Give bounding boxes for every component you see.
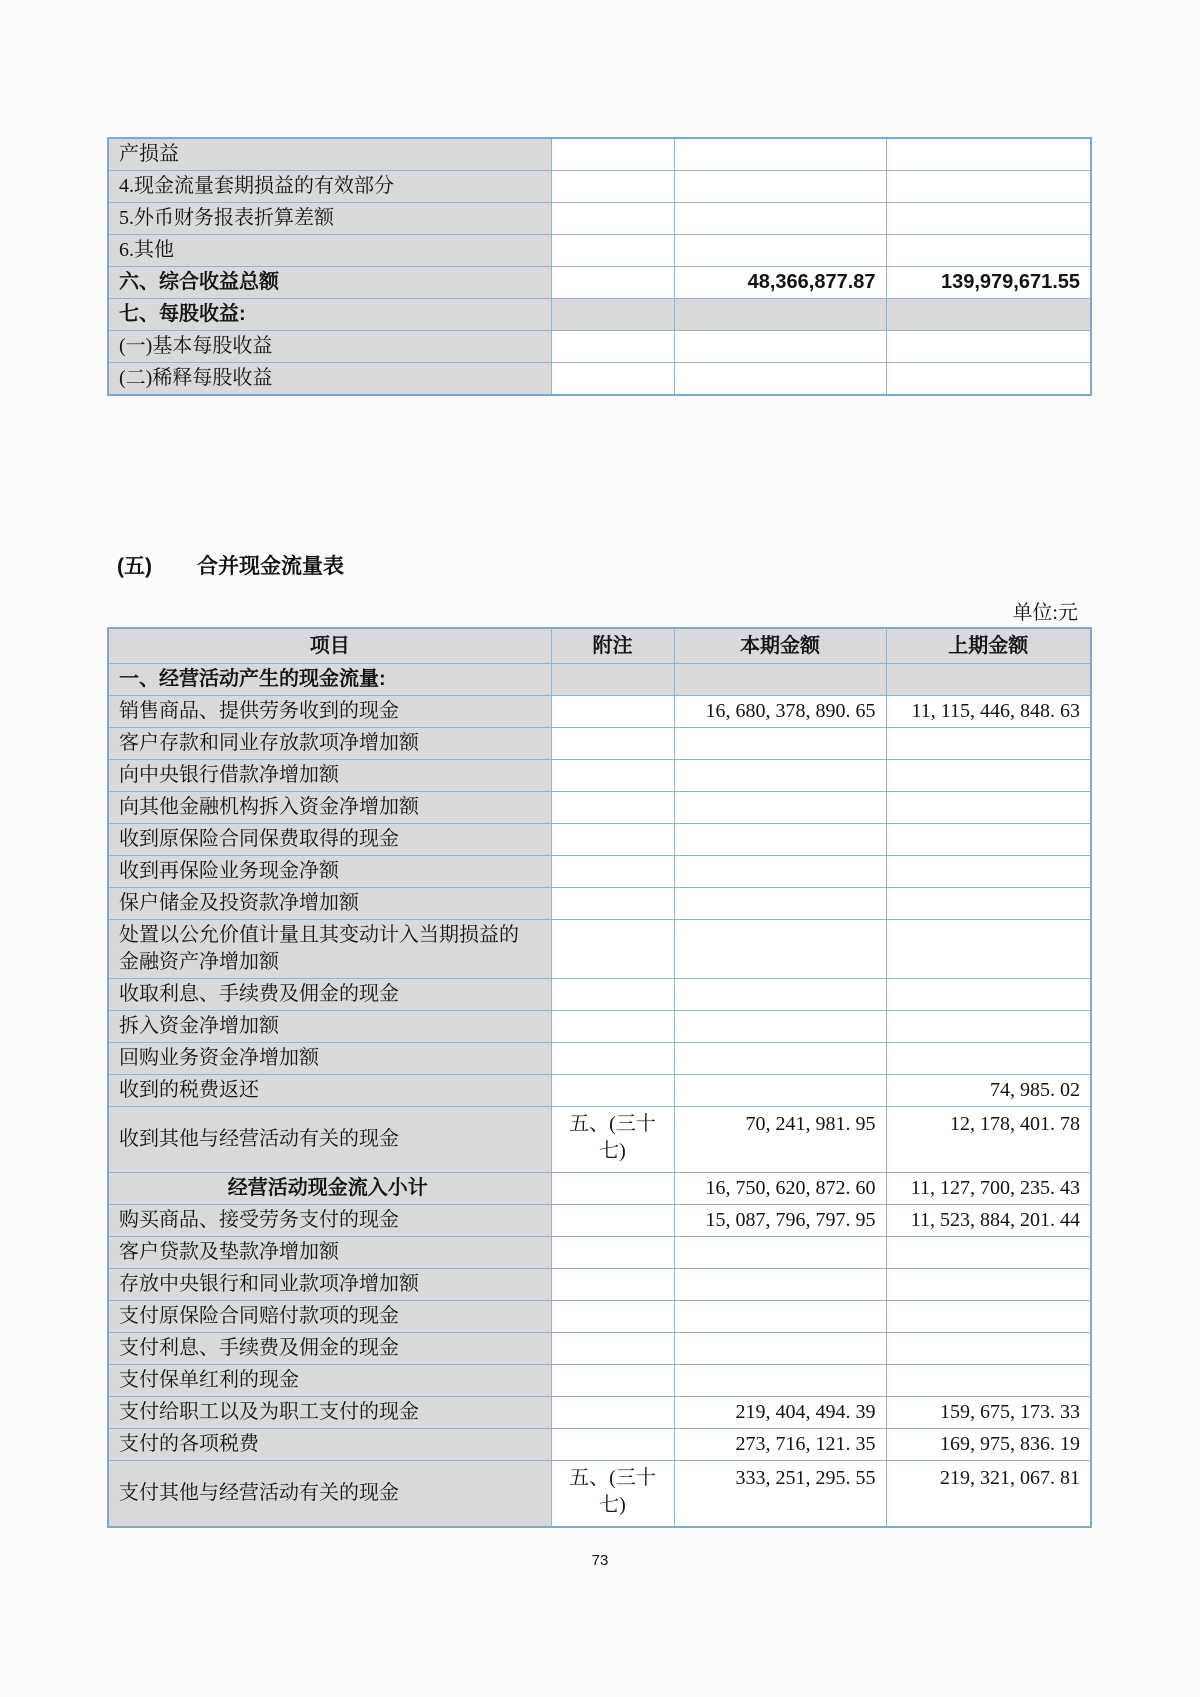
note-cell bbox=[551, 1075, 674, 1107]
note-cell bbox=[551, 235, 674, 267]
table-row bbox=[108, 1237, 1091, 1269]
current-amount-cell: 219, 404, 494. 39 bbox=[674, 1397, 886, 1429]
item-cell: 收取利息、手续费及佣金的现金 bbox=[108, 979, 551, 1011]
item-cell: 向其他金融机构拆入资金净增加额 bbox=[108, 792, 551, 824]
current-amount-cell bbox=[674, 664, 886, 696]
table-row bbox=[108, 664, 1091, 696]
current-amount-cell bbox=[674, 824, 886, 856]
item-cell: 六、综合收益总额 bbox=[108, 267, 551, 299]
page-number: 73 bbox=[591, 1552, 609, 1569]
note-cell bbox=[551, 331, 674, 363]
prior-amount-cell bbox=[886, 331, 1091, 363]
note-cell bbox=[551, 760, 674, 792]
note-cell bbox=[551, 664, 674, 696]
item-cell: (一)基本每股收益 bbox=[108, 331, 551, 363]
table-row bbox=[108, 1011, 1091, 1043]
header-item: 项目 bbox=[108, 628, 551, 664]
current-amount-cell bbox=[674, 299, 886, 331]
cashflow-table-body bbox=[108, 664, 1091, 1527]
table-row bbox=[108, 1397, 1091, 1429]
item-cell: 处置以公允价值计量且其变动计入当期损益的金融资产净增加额 bbox=[108, 920, 551, 979]
cashflow-table bbox=[107, 627, 1092, 1528]
item-cell: 购买商品、接受劳务支付的现金 bbox=[108, 1205, 551, 1237]
note-cell bbox=[551, 299, 674, 331]
item-cell: 七、每股收益: bbox=[108, 299, 551, 331]
current-amount-cell: 70, 241, 981. 95 bbox=[674, 1107, 886, 1173]
table-row bbox=[108, 1075, 1091, 1107]
table-row bbox=[108, 1269, 1091, 1301]
current-amount-cell bbox=[674, 979, 886, 1011]
table-row bbox=[108, 1301, 1091, 1333]
item-cell: 销售商品、提供劳务收到的现金 bbox=[108, 696, 551, 728]
current-amount-cell bbox=[674, 1333, 886, 1365]
prior-amount-cell bbox=[886, 664, 1091, 696]
note-cell bbox=[551, 1011, 674, 1043]
item-cell: 客户存款和同业存放款项净增加额 bbox=[108, 728, 551, 760]
current-amount-cell bbox=[674, 1043, 886, 1075]
note-cell bbox=[551, 1301, 674, 1333]
prior-amount-cell: 11, 115, 446, 848. 63 bbox=[886, 696, 1091, 728]
prior-amount-cell: 159, 675, 173. 33 bbox=[886, 1397, 1091, 1429]
header-row bbox=[108, 628, 1091, 664]
prior-amount-cell bbox=[886, 138, 1091, 171]
prior-amount-cell bbox=[886, 979, 1091, 1011]
current-amount-cell: 48,366,877.87 bbox=[674, 267, 886, 299]
table-row bbox=[108, 235, 1091, 267]
item-cell: 支付其他与经营活动有关的现金 bbox=[108, 1461, 551, 1527]
item-cell: 拆入资金净增加额 bbox=[108, 1011, 551, 1043]
table-row bbox=[108, 1107, 1091, 1173]
current-amount-cell bbox=[674, 171, 886, 203]
note-cell bbox=[551, 920, 674, 979]
prior-amount-cell: 219, 321, 067. 81 bbox=[886, 1461, 1091, 1527]
header-prior-amount: 上期金额 bbox=[886, 628, 1091, 664]
note-cell bbox=[551, 1237, 674, 1269]
prior-amount-cell bbox=[886, 1365, 1091, 1397]
current-amount-cell bbox=[674, 888, 886, 920]
item-cell: 经营活动现金流入小计 bbox=[108, 1173, 551, 1205]
prior-amount-cell bbox=[886, 888, 1091, 920]
table-row bbox=[108, 888, 1091, 920]
prior-amount-cell: 74, 985. 02 bbox=[886, 1075, 1091, 1107]
current-amount-cell bbox=[674, 792, 886, 824]
table-row bbox=[108, 299, 1091, 331]
table-row bbox=[108, 1333, 1091, 1365]
item-cell: 5.外币财务报表折算差额 bbox=[108, 203, 551, 235]
item-cell: 向中央银行借款净增加额 bbox=[108, 760, 551, 792]
unit-note: 单位:元 bbox=[1012, 602, 1078, 624]
current-amount-cell bbox=[674, 1011, 886, 1043]
item-cell: 支付保单红利的现金 bbox=[108, 1365, 551, 1397]
item-cell: (二)稀释每股收益 bbox=[108, 363, 551, 396]
note-cell bbox=[551, 1333, 674, 1365]
note-cell bbox=[551, 1043, 674, 1075]
current-amount-cell: 15, 087, 796, 797. 95 bbox=[674, 1205, 886, 1237]
table-row bbox=[108, 331, 1091, 363]
current-amount-cell bbox=[674, 1237, 886, 1269]
note-cell bbox=[551, 979, 674, 1011]
table-row bbox=[108, 856, 1091, 888]
prior-amount-cell bbox=[886, 299, 1091, 331]
note-cell bbox=[551, 1365, 674, 1397]
note-cell bbox=[551, 792, 674, 824]
prior-amount-cell bbox=[886, 1237, 1091, 1269]
current-amount-cell bbox=[674, 1075, 886, 1107]
note-cell bbox=[551, 138, 674, 171]
table-row bbox=[108, 824, 1091, 856]
prior-amount-cell bbox=[886, 1301, 1091, 1333]
prior-amount-cell bbox=[886, 171, 1091, 203]
table-row bbox=[108, 728, 1091, 760]
note-cell bbox=[551, 267, 674, 299]
note-cell bbox=[551, 856, 674, 888]
note-cell bbox=[551, 1429, 674, 1461]
current-amount-cell bbox=[674, 760, 886, 792]
item-cell: 收到原保险合同保费取得的现金 bbox=[108, 824, 551, 856]
table-row bbox=[108, 1429, 1091, 1461]
prior-amount-cell bbox=[886, 1043, 1091, 1075]
current-amount-cell bbox=[674, 331, 886, 363]
item-cell: 收到再保险业务现金净额 bbox=[108, 856, 551, 888]
current-amount-cell: 273, 716, 121. 35 bbox=[674, 1429, 886, 1461]
item-cell: 支付给职工以及为职工支付的现金 bbox=[108, 1397, 551, 1429]
table-row bbox=[108, 1461, 1091, 1527]
table-row bbox=[108, 171, 1091, 203]
item-cell: 客户贷款及垫款净增加额 bbox=[108, 1237, 551, 1269]
prior-amount-cell bbox=[886, 1333, 1091, 1365]
note-cell: 五、(三十七) bbox=[551, 1461, 674, 1527]
prior-amount-cell bbox=[886, 856, 1091, 888]
prior-amount-cell: 169, 975, 836. 19 bbox=[886, 1429, 1091, 1461]
table-row bbox=[108, 1205, 1091, 1237]
item-cell: 6.其他 bbox=[108, 235, 551, 267]
current-amount-cell bbox=[674, 235, 886, 267]
prior-amount-cell bbox=[886, 1011, 1091, 1043]
prior-amount-cell bbox=[886, 760, 1091, 792]
prior-amount-cell bbox=[886, 792, 1091, 824]
note-cell bbox=[551, 171, 674, 203]
note-cell bbox=[551, 1173, 674, 1205]
note-cell bbox=[551, 1397, 674, 1429]
prior-amount-cell bbox=[886, 1269, 1091, 1301]
current-amount-cell bbox=[674, 856, 886, 888]
item-cell: 收到的税费返还 bbox=[108, 1075, 551, 1107]
prior-amount-cell bbox=[886, 824, 1091, 856]
table-row bbox=[108, 1365, 1091, 1397]
income-statement-table bbox=[107, 137, 1092, 396]
current-amount-cell bbox=[674, 138, 886, 171]
note-cell bbox=[551, 203, 674, 235]
note-cell bbox=[551, 888, 674, 920]
current-amount-cell: 333, 251, 295. 55 bbox=[674, 1461, 886, 1527]
item-cell: 回购业务资金净增加额 bbox=[108, 1043, 551, 1075]
current-amount-cell bbox=[674, 1365, 886, 1397]
item-cell: 支付原保险合同赔付款项的现金 bbox=[108, 1301, 551, 1333]
note-cell bbox=[551, 696, 674, 728]
prior-amount-cell bbox=[886, 203, 1091, 235]
section-heading bbox=[117, 550, 344, 580]
table-row bbox=[108, 138, 1091, 171]
note-cell: 五、(三十七) bbox=[551, 1107, 674, 1173]
prior-amount-cell: 12, 178, 401. 78 bbox=[886, 1107, 1091, 1173]
current-amount-cell bbox=[674, 728, 886, 760]
note-cell bbox=[551, 1269, 674, 1301]
table-row bbox=[108, 1043, 1091, 1075]
section-index: (五) bbox=[117, 555, 152, 578]
item-cell: 支付的各项税费 bbox=[108, 1429, 551, 1461]
table-row bbox=[108, 760, 1091, 792]
note-cell bbox=[551, 1205, 674, 1237]
current-amount-cell bbox=[674, 203, 886, 235]
item-cell: 一、经营活动产生的现金流量: bbox=[108, 664, 551, 696]
table-row bbox=[108, 1173, 1091, 1205]
section-title: 合并现金流量表 bbox=[197, 555, 344, 578]
table-row bbox=[108, 696, 1091, 728]
item-cell: 收到其他与经营活动有关的现金 bbox=[108, 1107, 551, 1173]
current-amount-cell bbox=[674, 363, 886, 396]
current-amount-cell: 16, 750, 620, 872. 60 bbox=[674, 1173, 886, 1205]
cashflow-table-header bbox=[108, 628, 1091, 664]
prior-amount-cell: 11, 127, 700, 235. 43 bbox=[886, 1173, 1091, 1205]
current-amount-cell bbox=[674, 1269, 886, 1301]
item-cell: 4.现金流量套期损益的有效部分 bbox=[108, 171, 551, 203]
header-note: 附注 bbox=[551, 628, 674, 664]
item-cell: 产损益 bbox=[108, 138, 551, 171]
header-current-amount: 本期金额 bbox=[674, 628, 886, 664]
prior-amount-cell bbox=[886, 363, 1091, 396]
item-cell: 保户储金及投资款净增加额 bbox=[108, 888, 551, 920]
note-cell bbox=[551, 728, 674, 760]
prior-amount-cell bbox=[886, 920, 1091, 979]
current-amount-cell bbox=[674, 1301, 886, 1333]
current-amount-cell: 16, 680, 378, 890. 65 bbox=[674, 696, 886, 728]
table-row bbox=[108, 792, 1091, 824]
table-row bbox=[108, 920, 1091, 979]
table-row bbox=[108, 267, 1091, 299]
item-cell: 支付利息、手续费及佣金的现金 bbox=[108, 1333, 551, 1365]
prior-amount-cell bbox=[886, 235, 1091, 267]
prior-amount-cell: 139,979,671.55 bbox=[886, 267, 1091, 299]
table-row bbox=[108, 363, 1091, 396]
income-statement-body bbox=[108, 138, 1091, 395]
note-cell bbox=[551, 363, 674, 396]
note-cell bbox=[551, 824, 674, 856]
table-row bbox=[108, 203, 1091, 235]
current-amount-cell bbox=[674, 920, 886, 979]
prior-amount-cell bbox=[886, 728, 1091, 760]
table-row bbox=[108, 979, 1091, 1011]
prior-amount-cell: 11, 523, 884, 201. 44 bbox=[886, 1205, 1091, 1237]
item-cell: 存放中央银行和同业款项净增加额 bbox=[108, 1269, 551, 1301]
